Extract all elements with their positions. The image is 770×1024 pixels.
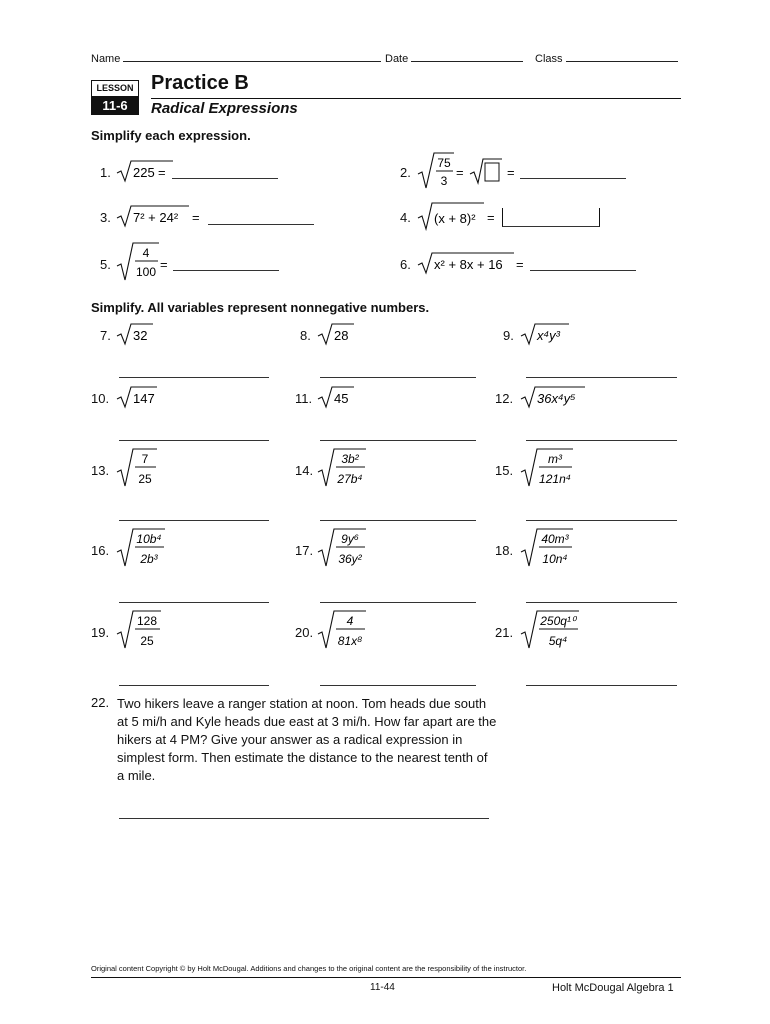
radical-expression — [519, 384, 587, 410]
radical-expression — [115, 158, 175, 184]
answer-line[interactable] — [119, 818, 489, 819]
radical-expression — [316, 321, 356, 347]
name-field — [91, 50, 381, 65]
numerator: 75 — [437, 156, 451, 170]
problem-number: 9. — [503, 328, 514, 343]
lesson-number: 11-6 — [91, 97, 139, 115]
section1-instruction: Simplify each expression. — [91, 128, 251, 143]
radical-fraction — [316, 526, 368, 570]
problem-number: 2. — [400, 165, 411, 180]
footer-rule — [91, 977, 681, 978]
answer-line[interactable] — [173, 270, 279, 271]
denominator: 5q⁴ — [548, 634, 568, 648]
radical-expression — [416, 250, 516, 276]
answer-line[interactable] — [526, 685, 677, 686]
footer-copyright: Original content Copyright © by Holt McDougal. Additions and changes to the original content are the responsibility of the instructor. — [91, 964, 527, 973]
answer-line[interactable] — [320, 377, 476, 378]
radical-expression — [115, 321, 155, 347]
radical-fraction — [115, 526, 167, 570]
radical-fraction — [115, 608, 163, 652]
problem-number: 7. — [100, 328, 111, 343]
name-line[interactable] — [123, 50, 381, 62]
numerator: 9y⁶ — [341, 532, 359, 546]
problem-number: 6. — [400, 257, 411, 272]
denominator: 25 — [140, 634, 154, 648]
problem-number: 19. — [91, 625, 110, 640]
equals-sign: = — [456, 165, 464, 180]
numerator: 4 — [142, 246, 150, 260]
book-title: Holt McDougal Algebra 1 — [552, 982, 674, 994]
answer-line[interactable] — [172, 178, 278, 179]
word-problem-text: Two hikers leave a ranger station at noon. Tom heads due south at 5 mi/h and Kyle heads due east at 3 mi/h. How far apart are the hikers at 4 PM? Give your answer as a radical expression in simplest form. Then estimate the distance to the nearest tenth of a mile. — [117, 696, 497, 783]
equals-sign: = — [487, 210, 495, 225]
radical-fraction — [115, 240, 161, 284]
class-label: Class — [535, 53, 563, 65]
problem-number: 12. — [495, 391, 514, 406]
problem-number: 14. — [295, 463, 314, 478]
numerator: m³ — [548, 452, 562, 466]
date-line[interactable] — [411, 50, 523, 62]
radicand: 32 — [133, 328, 148, 343]
radicand: 147 — [133, 391, 155, 406]
title-rule — [151, 98, 681, 99]
class-field — [535, 50, 678, 65]
radical-fraction — [519, 526, 575, 570]
problem-number: 5. — [100, 257, 111, 272]
answer-line[interactable] — [119, 520, 269, 521]
numerator: 40m³ — [541, 532, 569, 546]
problem-number: 11. — [295, 391, 313, 406]
date-field — [385, 50, 523, 65]
denominator: 25 — [138, 472, 152, 486]
radicand: (x + 8)² — [434, 211, 476, 226]
denominator: 3 — [440, 174, 448, 188]
radicand: 45 — [334, 391, 349, 406]
answer-line[interactable] — [530, 270, 636, 271]
problem-number: 4. — [400, 210, 411, 225]
page-subtitle: Radical Expressions — [151, 100, 298, 117]
problem-number: 8. — [300, 328, 311, 343]
problem-number: 13. — [91, 463, 110, 478]
answer-line[interactable] — [320, 520, 476, 521]
box-input[interactable] — [485, 163, 499, 181]
radical-expression — [519, 321, 571, 347]
answer-line[interactable] — [526, 602, 677, 603]
problem-number: 16. — [91, 543, 110, 558]
answer-line[interactable] — [526, 377, 677, 378]
equals-sign: = — [192, 210, 200, 225]
numerator: 250q¹⁰ — [540, 614, 576, 628]
name-label: Name — [91, 53, 121, 65]
radical-fraction — [519, 608, 581, 652]
problem-number: 17. — [295, 543, 314, 558]
problem-number: 3. — [100, 210, 111, 225]
answer-line[interactable] — [119, 440, 269, 441]
problem-number: 22. — [91, 695, 110, 710]
problem-number: 18. — [495, 543, 514, 558]
equals-sign: = — [507, 165, 515, 180]
denominator: 27b⁴ — [337, 472, 363, 486]
radical-fraction — [316, 446, 368, 490]
answer-line[interactable] — [320, 602, 476, 603]
answer-line[interactable] — [320, 685, 476, 686]
radicand: x² + 8x + 16 — [434, 257, 503, 272]
radical-expression — [115, 203, 191, 229]
date-label: Date — [385, 53, 409, 65]
numerator: 3b² — [341, 452, 359, 466]
radicand: x⁴y³ — [537, 328, 560, 343]
radical-expression — [115, 384, 159, 410]
radicand: 225 — [133, 165, 155, 180]
numerator: 7 — [141, 452, 149, 466]
answer-line[interactable] — [119, 602, 269, 603]
problem-number: 21. — [495, 625, 514, 640]
answer-line[interactable] — [208, 224, 314, 225]
answer-line[interactable] — [320, 440, 476, 441]
answer-line[interactable] — [119, 377, 269, 378]
radical-fraction — [519, 446, 575, 490]
page-title: Practice B — [151, 72, 249, 94]
numerator: 4 — [346, 614, 354, 628]
answer-box[interactable] — [502, 208, 600, 227]
radicand: 28 — [334, 328, 349, 343]
numerator: 128 — [136, 614, 158, 628]
answer-line[interactable] — [119, 685, 269, 686]
radicand: 7² + 24² — [133, 210, 179, 225]
denominator: 121n⁴ — [539, 472, 571, 486]
radical-fraction — [416, 150, 456, 192]
radical-fraction — [115, 446, 159, 490]
equals-sign: = — [158, 165, 166, 180]
denominator: 2b³ — [140, 552, 158, 566]
problem-number: 10. — [91, 391, 110, 406]
page-number: 11-44 — [370, 982, 395, 993]
radical-expression — [416, 200, 486, 232]
answer-line[interactable] — [526, 520, 677, 521]
denominator: 10n⁴ — [542, 552, 568, 566]
answer-line[interactable] — [520, 178, 626, 179]
lesson-tag: LESSON — [91, 80, 139, 97]
denominator: 81x⁸ — [337, 634, 363, 648]
radicand: 36x⁴y⁵ — [537, 391, 576, 406]
numerator: 10b⁴ — [136, 532, 162, 546]
radical-fraction — [316, 608, 368, 652]
problem-number: 1. — [100, 165, 111, 180]
problem-number: 20. — [295, 625, 314, 640]
class-line[interactable] — [566, 50, 678, 62]
equals-sign: = — [516, 257, 524, 272]
problem-number: 15. — [495, 463, 514, 478]
answer-line[interactable] — [526, 440, 677, 441]
denominator: 36y² — [338, 552, 362, 566]
denominator: 100 — [135, 265, 157, 279]
section2-instruction: Simplify. All variables represent nonnegative numbers. — [91, 300, 430, 315]
radical-expression — [316, 384, 356, 410]
equals-sign: = — [160, 257, 168, 272]
